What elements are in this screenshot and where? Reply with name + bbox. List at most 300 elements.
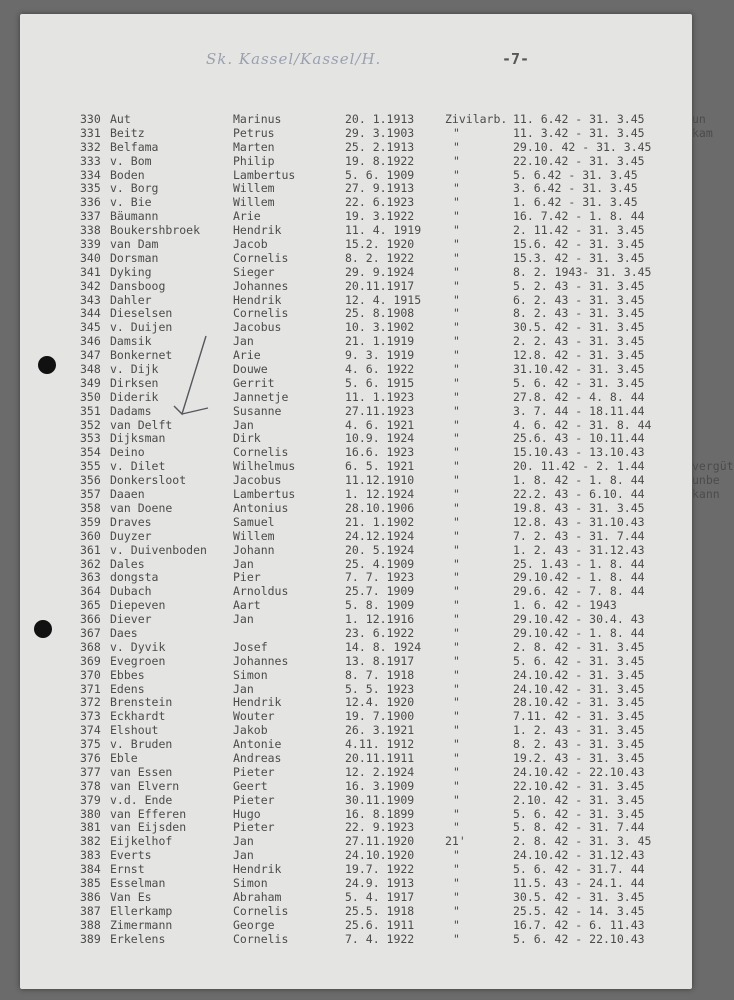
work-period: 16.7. 42 - 6. 11.43	[513, 917, 645, 932]
entry-number: 372	[80, 695, 101, 710]
given-name: Hendrik	[233, 695, 282, 710]
surname: van Efferen	[110, 806, 187, 821]
entry-number: 377	[80, 764, 101, 779]
ditto-mark: "	[453, 917, 460, 932]
birth-date: 21. 1.1919	[345, 334, 415, 349]
birth-date: 8. 2. 1922	[345, 250, 415, 265]
table-row	[80, 279, 720, 293]
ditto-mark: "	[453, 348, 460, 363]
birth-date: 4. 6. 1922	[345, 362, 415, 377]
ditto-mark: "	[453, 223, 460, 238]
table-row	[80, 376, 720, 390]
table-row	[80, 612, 720, 626]
ditto-mark: "	[453, 764, 460, 779]
table-row	[80, 487, 720, 501]
ditto-mark: "	[453, 250, 460, 265]
work-period: 24.10.42 - 31. 3.45	[513, 667, 645, 682]
entry-number: 369	[80, 653, 101, 668]
birth-date: 19.7. 1922	[345, 862, 415, 877]
work-period: 1. 2. 43 - 31. 3.45	[513, 723, 645, 738]
entry-number: 359	[80, 514, 101, 529]
work-period: 5. 6. 42 - 31. 3.45	[513, 806, 645, 821]
birth-date: 5. 6. 1909	[345, 167, 415, 182]
given-name: Hendrik	[233, 223, 282, 238]
ditto-mark: "	[453, 903, 460, 918]
given-name: Jannetje	[233, 389, 289, 404]
entry-number: 386	[80, 889, 101, 904]
birth-date: 24.9. 1913	[345, 875, 415, 890]
ditto-mark: "	[453, 195, 460, 210]
ditto-mark: "	[453, 514, 460, 529]
given-name: Arie	[233, 209, 261, 224]
birth-date: 5. 4. 1917	[345, 889, 415, 904]
surname: Eijkelhof	[110, 834, 173, 849]
surname: Daes	[110, 625, 138, 640]
birth-date: 14. 8. 1924	[345, 639, 422, 654]
table-row	[80, 723, 720, 737]
birth-date: 12. 2.1924	[345, 764, 415, 779]
table-row	[80, 640, 720, 654]
birth-date: 29. 3.1903	[345, 125, 415, 140]
work-period: 25.5. 42 - 14. 3.45	[513, 903, 645, 918]
surname: Duyzer	[110, 528, 152, 543]
work-period: 11. 6.42 - 31. 3.45	[513, 112, 645, 126]
work-period: 29.10.42 - 30.4. 43	[513, 612, 645, 627]
work-period: 25.6. 43 - 10.11.44	[513, 431, 645, 446]
surname: Dijksman	[110, 431, 166, 446]
entry-number: 349	[80, 375, 101, 390]
table-row	[80, 334, 720, 348]
entry-number: 351	[80, 403, 101, 418]
table-row	[80, 695, 720, 709]
entry-number: 348	[80, 362, 101, 377]
surname: Everts	[110, 848, 152, 863]
surname: Dadams	[110, 403, 152, 418]
given-name: Johannes	[233, 278, 289, 293]
given-name: Simon	[233, 667, 268, 682]
birth-date: 9. 3. 1919	[345, 348, 415, 363]
page-number: -7-	[502, 50, 530, 68]
entry-number: 373	[80, 709, 101, 724]
work-period: 2. 2. 43 - 31. 3.45	[513, 334, 645, 349]
entry-number: 341	[80, 264, 101, 279]
work-period: 5. 2. 43 - 31. 3.45	[513, 278, 645, 293]
given-name: Dirk	[233, 431, 261, 446]
entry-number: 374	[80, 723, 101, 738]
remark: unbe	[692, 473, 720, 488]
surname: Dubach	[110, 584, 152, 599]
work-period: 15.6. 42 - 31. 3.45	[513, 237, 645, 252]
ditto-mark: "	[453, 167, 460, 182]
work-period: 29.6. 42 - 7. 8. 44	[513, 584, 645, 599]
entry-number: 381	[80, 820, 101, 835]
work-period: 24.10.42 - 31. 3.45	[513, 681, 645, 696]
given-name: Johannes	[233, 653, 289, 668]
ditto-mark: "	[453, 264, 460, 279]
ditto-mark: "	[453, 681, 460, 696]
birth-date: 25. 8.1908	[345, 306, 415, 321]
work-period: 2. 8. 42 - 31. 3. 45	[513, 834, 652, 849]
surname: Erkelens	[110, 931, 166, 946]
surname: v. Borg	[110, 181, 159, 196]
given-name: Cornelis	[233, 445, 289, 460]
work-period: 2. 11.42 - 31. 3.45	[513, 223, 645, 238]
table-row	[80, 501, 720, 515]
surname: v. Dilet	[110, 459, 166, 474]
entry-number: 355	[80, 459, 101, 474]
work-period: 5. 6. 42 - 31.7. 44	[513, 862, 645, 877]
given-name: Jan	[233, 834, 254, 849]
birth-date: 1. 12.1916	[345, 612, 415, 627]
ditto-mark: "	[453, 403, 460, 418]
ditto-mark: "	[453, 820, 460, 835]
entry-number: 354	[80, 445, 101, 460]
ditto-mark: "	[453, 625, 460, 640]
birth-date: 23. 6.1922	[345, 625, 415, 640]
surname: Esselman	[110, 875, 166, 890]
given-name: Douwe	[233, 362, 268, 377]
given-name: Marinus	[233, 112, 282, 126]
birth-date: 16.6. 1923	[345, 445, 415, 460]
given-name: Jan	[233, 848, 254, 863]
birth-date: 5. 5. 1923	[345, 681, 415, 696]
given-name: Hendrik	[233, 862, 282, 877]
remark: vergüt	[692, 459, 734, 474]
given-name: Jan	[233, 556, 254, 571]
ditto-mark: "	[453, 750, 460, 765]
given-name: Jacobus	[233, 473, 282, 488]
given-name: Pieter	[233, 792, 275, 807]
table-row	[80, 251, 720, 265]
entry-number: 389	[80, 931, 101, 946]
ditto-mark: "	[453, 695, 460, 710]
table-row	[80, 737, 720, 751]
work-period: 11.5. 43 - 24.1. 44	[513, 875, 645, 890]
given-name: Philip	[233, 153, 275, 168]
table-row	[80, 306, 720, 320]
ditto-mark: "	[453, 389, 460, 404]
surname: v. Bom	[110, 153, 152, 168]
ditto-mark: "	[453, 153, 460, 168]
birth-date: 25. 4.1909	[345, 556, 415, 571]
surname: v.d. Ende	[110, 792, 173, 807]
document-sheet	[20, 14, 734, 989]
table-row	[80, 390, 720, 404]
birth-date: 6. 5. 1921	[345, 459, 415, 474]
register-table	[80, 112, 734, 946]
entry-number: 353	[80, 431, 101, 446]
table-row	[80, 348, 720, 362]
birth-date: 11.12.1910	[345, 473, 415, 488]
entry-number: 361	[80, 542, 101, 557]
birth-date: 30.11.1909	[345, 792, 415, 807]
surname: van Eijsden	[110, 820, 187, 835]
entry-number: 345	[80, 320, 101, 335]
given-name: Cornelis	[233, 250, 289, 265]
work-period: 2.10. 42 - 31. 3.45	[513, 792, 645, 807]
ditto-mark: "	[453, 584, 460, 599]
table-row	[80, 237, 720, 251]
entry-number: 365	[80, 598, 101, 613]
given-name: Wouter	[233, 709, 275, 724]
work-period: 4. 6. 42 - 31. 8. 44	[513, 417, 652, 432]
work-period: 19.2. 43 - 31. 3.45	[513, 750, 645, 765]
entry-number: 337	[80, 209, 101, 224]
table-row	[80, 320, 720, 334]
given-name: Simon	[233, 875, 268, 890]
birth-date: 27.11.1920	[345, 834, 415, 849]
birth-date: 12.4. 1920	[345, 695, 415, 710]
ditto-mark: "	[453, 181, 460, 196]
work-period: 5. 6. 42 - 31. 3.45	[513, 375, 645, 390]
surname: Boden	[110, 167, 145, 182]
surname: Belfama	[110, 139, 159, 154]
work-period: 5. 6. 42 - 22.10.43	[513, 931, 645, 946]
work-period: 3. 7. 44 - 18.11.44	[513, 403, 645, 418]
birth-date: 27. 9.1913	[345, 181, 415, 196]
birth-date: 19. 3.1922	[345, 209, 415, 224]
given-name: Andreas	[233, 750, 282, 765]
entry-number: 340	[80, 250, 101, 265]
ditto-mark: "	[453, 292, 460, 307]
given-name: Cornelis	[233, 903, 289, 918]
work-period: 24.10.42 - 22.10.43	[513, 764, 645, 779]
work-period: 8. 2. 43 - 31. 3.45	[513, 737, 645, 752]
surname: Evegroen	[110, 653, 166, 668]
given-name: Marten	[233, 139, 275, 154]
entry-number: 338	[80, 223, 101, 238]
surname: Dieselsen	[110, 306, 173, 321]
given-name: George	[233, 917, 275, 932]
birth-date: 25.6. 1911	[345, 917, 415, 932]
given-name: Arnoldus	[233, 584, 289, 599]
given-name: Lambertus	[233, 487, 296, 502]
birth-date: 20.11.1911	[345, 750, 415, 765]
entry-number: 383	[80, 848, 101, 863]
given-name: Aart	[233, 598, 261, 613]
birth-date: 5. 8. 1909	[345, 598, 415, 613]
surname: Elshout	[110, 723, 159, 738]
remark: kann	[692, 487, 720, 502]
surname: Edens	[110, 681, 145, 696]
work-period: 29.10. 42 - 31. 3.45	[513, 139, 652, 154]
given-name: Jan	[233, 681, 254, 696]
entry-number: 344	[80, 306, 101, 321]
entry-number: 333	[80, 153, 101, 168]
work-period: 19.8. 43 - 31. 3.45	[513, 500, 645, 515]
ditto-mark: "	[453, 653, 460, 668]
work-period: 16. 7.42 - 1. 8. 44	[513, 209, 645, 224]
work-period: 30.5. 42 - 31. 3.45	[513, 320, 645, 335]
given-name: Hugo	[233, 806, 261, 821]
table-row	[80, 918, 720, 932]
ditto-mark: "	[453, 500, 460, 515]
surname: v. Bie	[110, 195, 152, 210]
entry-number: 380	[80, 806, 101, 821]
surname: Eckhardt	[110, 709, 166, 724]
surname: dongsta	[110, 570, 159, 585]
entry-number: 375	[80, 737, 101, 752]
table-row	[80, 570, 720, 584]
birth-date: 24.12.1924	[345, 528, 415, 543]
birth-date: 19. 8.1922	[345, 153, 415, 168]
surname: van Elvern	[110, 778, 180, 793]
table-row	[80, 668, 720, 682]
ditto-mark: "	[453, 848, 460, 863]
entry-number: 388	[80, 917, 101, 932]
work-period: 7.11. 42 - 31. 3.45	[513, 709, 645, 724]
table-row	[80, 459, 734, 474]
ditto-mark: "	[453, 737, 460, 752]
given-name: Jacob	[233, 237, 268, 252]
ditto-mark: "	[453, 362, 460, 377]
ditto-mark: "	[453, 237, 460, 252]
birth-date: 1. 12.1924	[345, 487, 415, 502]
birth-date: 21. 1.1902	[345, 514, 415, 529]
given-name: Sieger	[233, 264, 275, 279]
work-period: 31.10.42 - 31. 3.45	[513, 362, 645, 377]
entry-number: 357	[80, 487, 101, 502]
surname: Beitz	[110, 125, 145, 140]
table-row	[80, 557, 720, 571]
ditto-mark: "	[453, 806, 460, 821]
surname: van Delft	[110, 417, 173, 432]
entry-number: 356	[80, 473, 101, 488]
surname: v. Duijen	[110, 320, 173, 335]
entry-number: 382	[80, 834, 101, 849]
birth-date: 10. 3.1902	[345, 320, 415, 335]
given-name: Willem	[233, 528, 275, 543]
birth-date: 19. 7.1900	[345, 709, 415, 724]
work-period: 24.10.42 - 31.12.43	[513, 848, 645, 863]
entry-number: 331	[80, 125, 101, 140]
birth-date: 15.2. 1920	[345, 237, 415, 252]
work-period: 20. 11.42 - 2. 1.44	[513, 459, 645, 474]
entry-number: 350	[80, 389, 101, 404]
ditto-mark: "	[453, 209, 460, 224]
table-row	[80, 834, 720, 848]
table-row	[80, 904, 720, 918]
given-name: Johann	[233, 542, 275, 557]
entry-number: 360	[80, 528, 101, 543]
entry-number: 366	[80, 612, 101, 627]
entry-number: 343	[80, 292, 101, 307]
work-period: 28.10.42 - 31. 3.45	[513, 695, 645, 710]
given-name: Jan	[233, 612, 254, 627]
ditto-mark: "	[453, 570, 460, 585]
surname: Ellerkamp	[110, 903, 173, 918]
table-row	[80, 584, 720, 598]
handwritten-header: Sk. Kassel/Kassel/H.	[206, 50, 382, 68]
ditto-mark: "	[453, 459, 460, 474]
table-row	[80, 807, 720, 821]
entry-number: 339	[80, 237, 101, 252]
table-row	[80, 598, 720, 612]
work-period: 29.10.42 - 1. 8. 44	[513, 625, 645, 640]
table-row	[80, 140, 720, 154]
table-row	[80, 168, 720, 182]
ditto-mark: "	[453, 417, 460, 432]
given-name: Jan	[233, 417, 254, 432]
given-name: Wilhelmus	[233, 459, 296, 474]
table-row	[80, 362, 720, 376]
work-period: 25. 1.43 - 1. 8. 44	[513, 556, 645, 571]
ditto-mark: "	[453, 667, 460, 682]
surname: Dorsman	[110, 250, 159, 265]
work-period: 8. 2. 43 - 31. 3.45	[513, 306, 645, 321]
surname: v. Dijk	[110, 362, 159, 377]
table-row	[80, 890, 720, 904]
note: 21'	[445, 834, 466, 849]
table-row	[80, 126, 720, 140]
surname: Dyking	[110, 264, 152, 279]
table-row	[80, 223, 720, 237]
ditto-mark: "	[453, 487, 460, 502]
entry-number: 347	[80, 348, 101, 363]
birth-date: 8. 7. 1918	[345, 667, 415, 682]
entry-number: 368	[80, 639, 101, 654]
surname: Dahler	[110, 292, 152, 307]
entry-number: 362	[80, 556, 101, 571]
remark: un	[692, 112, 706, 126]
given-name: Gerrit	[233, 375, 275, 390]
ditto-mark: "	[453, 445, 460, 460]
birth-date: 7. 4. 1922	[345, 931, 415, 946]
work-period: 11. 3.42 - 31. 3.45	[513, 125, 645, 140]
surname: Eble	[110, 750, 138, 765]
surname: Dales	[110, 556, 145, 571]
birth-date: 11. 1.1923	[345, 389, 415, 404]
table-row	[80, 820, 720, 834]
given-name: Jacobus	[233, 320, 282, 335]
table-row	[80, 112, 720, 126]
entry-number: 358	[80, 500, 101, 515]
surname: v. Bruden	[110, 737, 173, 752]
ditto-mark: "	[453, 556, 460, 571]
table-row	[80, 418, 720, 432]
table-row	[80, 445, 720, 459]
punch-hole	[38, 356, 56, 374]
given-name: Jakob	[233, 723, 268, 738]
table-row	[80, 848, 720, 862]
entry-number: 371	[80, 681, 101, 696]
work-period: 8. 2. 1943- 31. 3.45	[513, 264, 652, 279]
birth-date: 29. 9.1924	[345, 264, 415, 279]
birth-date: 20.11.1917	[345, 278, 415, 293]
ditto-mark: "	[453, 375, 460, 390]
work-period: 5. 6.42 - 31. 3.45	[513, 167, 638, 182]
work-period: 22.2. 43 - 6.10. 44	[513, 487, 645, 502]
table-row	[80, 293, 720, 307]
entry-number: 364	[80, 584, 101, 599]
birth-date: 13. 8.1917	[345, 653, 415, 668]
given-name: Pier	[233, 570, 261, 585]
table-row	[80, 195, 720, 209]
birth-date: 16. 3.1909	[345, 778, 415, 793]
given-name: Abraham	[233, 889, 282, 904]
table-row	[80, 181, 720, 195]
table-row	[80, 209, 720, 223]
given-name: Cornelis	[233, 931, 289, 946]
ditto-mark: "	[453, 931, 460, 946]
work-period: 12.8. 43 - 31.10.43	[513, 514, 645, 529]
surname: Dirksen	[110, 375, 159, 390]
ditto-mark: "	[453, 528, 460, 543]
table-row	[80, 473, 720, 487]
ditto-mark: "	[453, 306, 460, 321]
birth-date: 20. 1.1913	[345, 112, 415, 126]
given-name: Josef	[233, 639, 268, 654]
